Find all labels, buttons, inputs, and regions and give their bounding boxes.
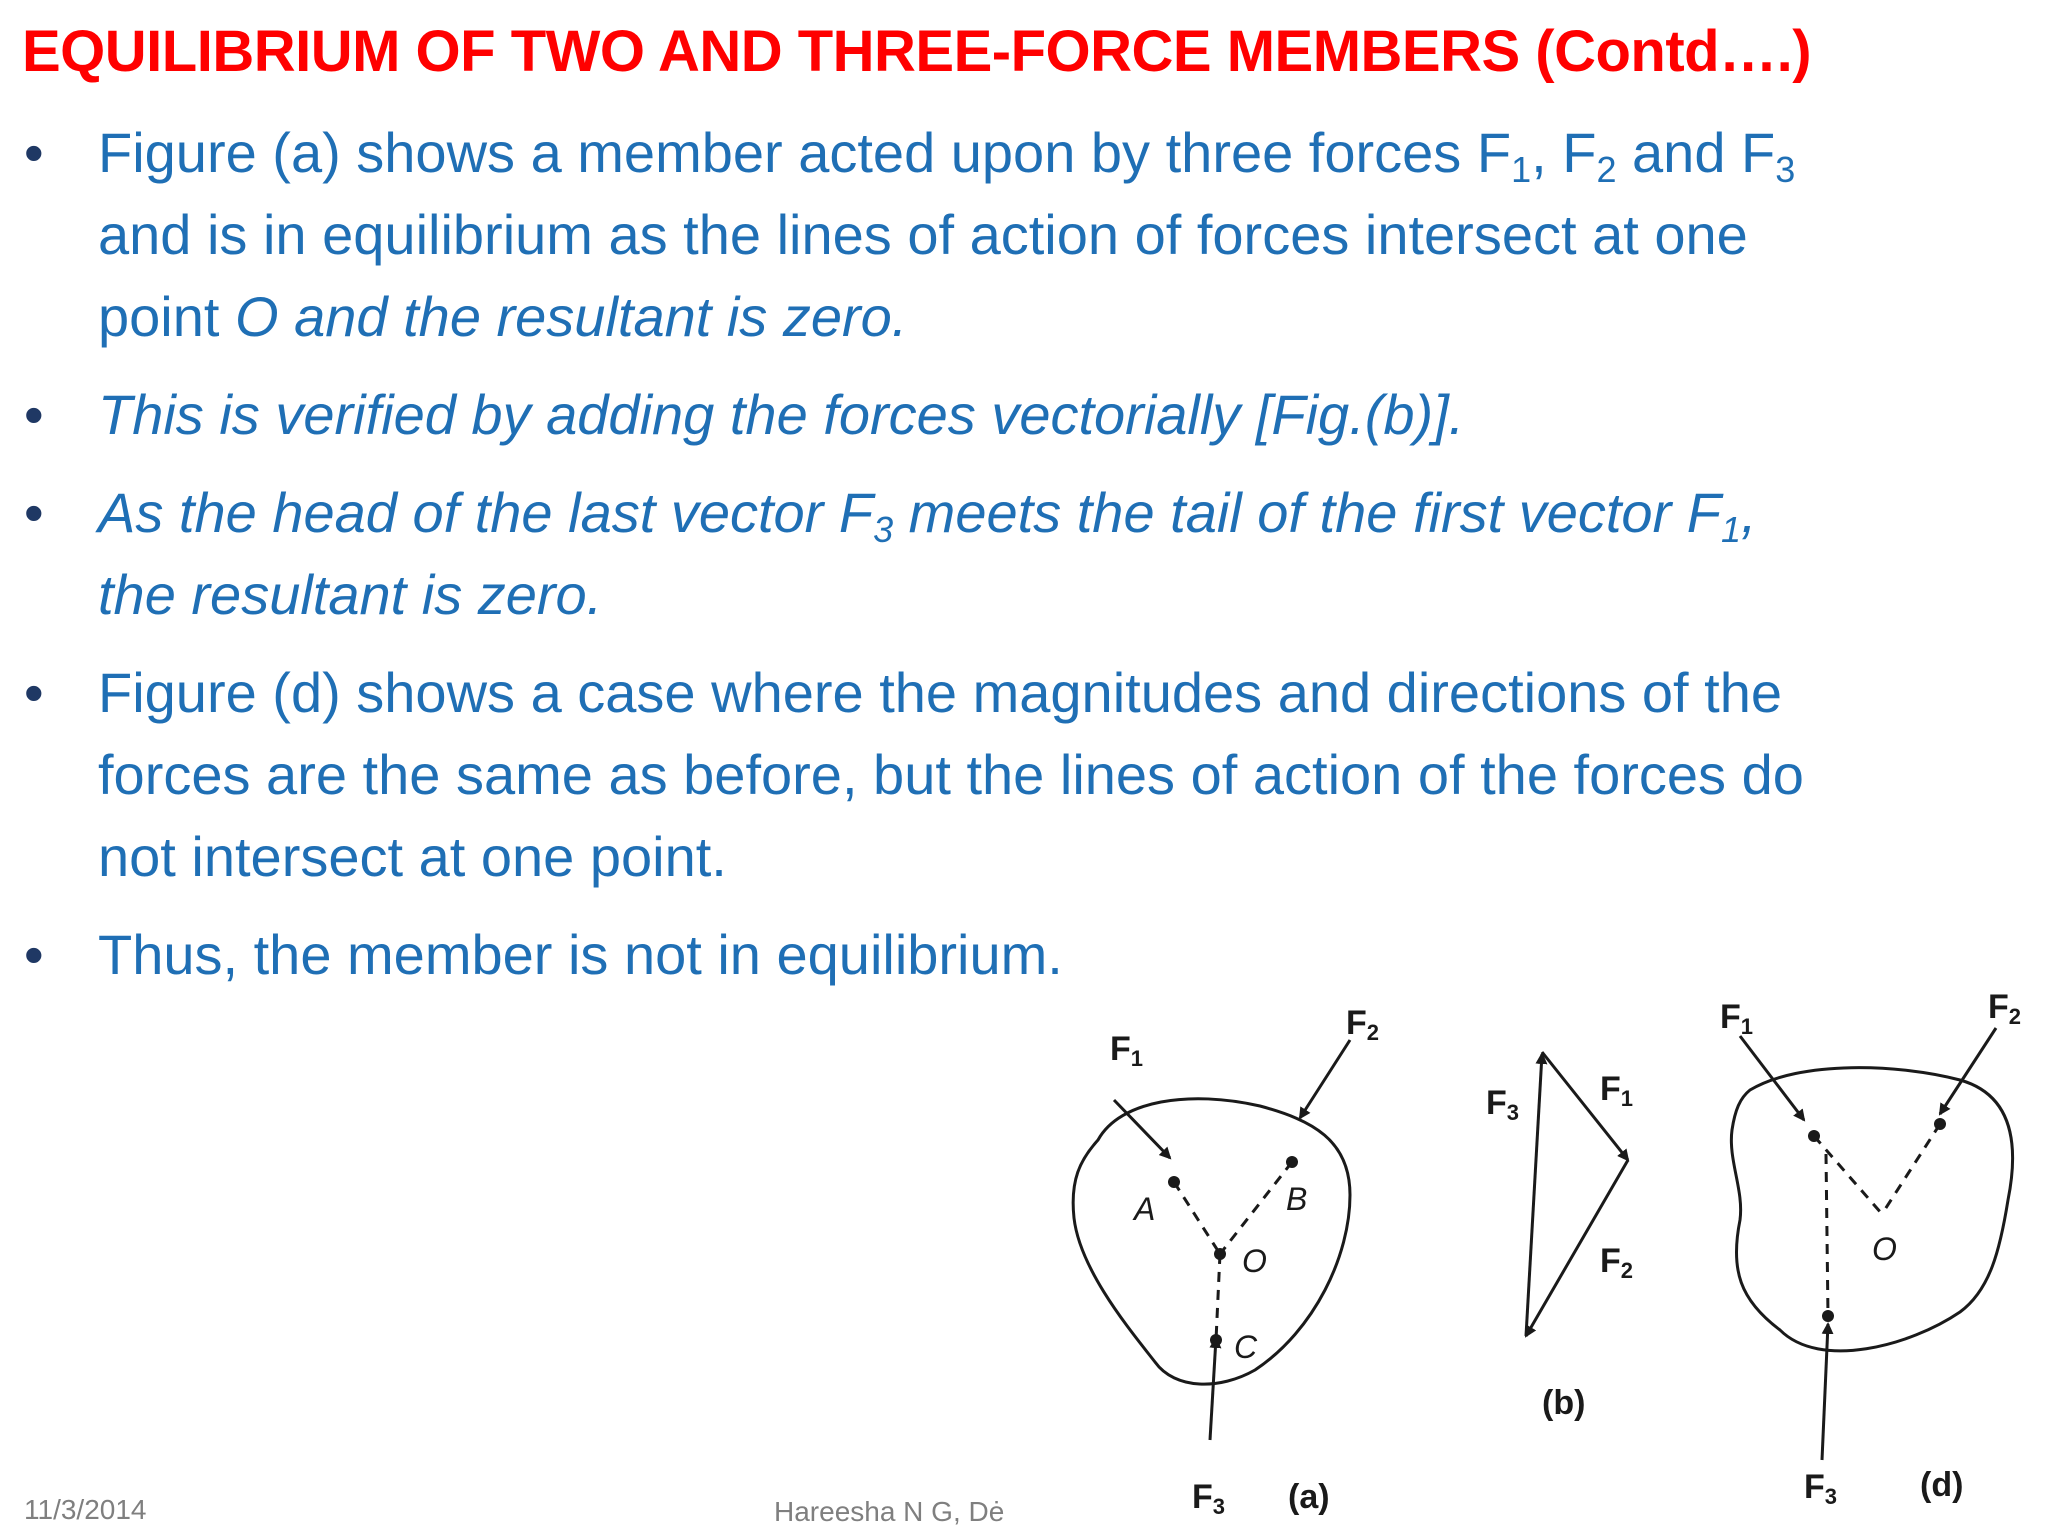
dashed-line-b	[1220, 1162, 1292, 1254]
label-f1-b: F1	[1600, 1070, 1634, 1111]
point-d1-dot	[1808, 1130, 1820, 1142]
vector-f3-b	[1526, 1054, 1542, 1336]
dashed-line-d3	[1826, 1154, 1828, 1316]
figure-d	[1720, 990, 2021, 1509]
label-a: A	[1134, 1191, 1156, 1227]
label-f2-a: F2	[1346, 1004, 1380, 1045]
arrow-f3-d	[1822, 1324, 1828, 1460]
label-c: C	[1234, 1329, 1258, 1365]
bullet-text	[98, 374, 2028, 456]
bullet-5-line-1: Thus, the member is not in equilibrium.	[98, 923, 1063, 986]
member-body-d	[1731, 1068, 2012, 1351]
bullet-marker: •	[24, 383, 44, 446]
label-o-d: O	[1872, 1231, 1897, 1267]
label-f3-d: F3	[1804, 1468, 1838, 1509]
point-a-dot	[1168, 1176, 1180, 1188]
caption-a: (a)	[1288, 1478, 1330, 1516]
point-c-dot	[1210, 1334, 1222, 1346]
bullet-marker: •	[24, 661, 44, 724]
caption-d: (d)	[1920, 1466, 1964, 1504]
arrow-f2-a	[1300, 1040, 1350, 1118]
bullet-marker: •	[24, 121, 44, 184]
bullet-1-text: , F	[1531, 121, 1597, 184]
label-f2-d: F2	[1988, 990, 2022, 1029]
caption-b: (b)	[1542, 1384, 1586, 1422]
bullet-text	[98, 472, 2028, 636]
bullet-1-line-3-italic: O and the resultant is zero.	[235, 285, 908, 348]
point-d2-dot	[1934, 1118, 1946, 1130]
bullet-text	[98, 112, 2028, 358]
slide-title: EQUILIBRIUM OF TWO AND THREE-FORCE MEMBERS (Contd….)	[22, 19, 1812, 84]
dashed-line-d2	[1882, 1124, 1940, 1214]
bullet-4-line-3: not intersect at one point.	[98, 825, 727, 888]
bullet-1-line-2: and is in equilibrium as the lines of action of forces intersect at one	[98, 203, 1748, 266]
footer-date: 11/3/2014	[24, 1494, 147, 1525]
figure-a	[1073, 1004, 1379, 1519]
bullet-1-line-3: point	[98, 285, 235, 348]
bullet-2-line-1: This is verified by adding the forces vectorially [Fig.(b)].	[98, 383, 1465, 446]
subscript: 2	[1596, 149, 1617, 190]
label-b: B	[1286, 1181, 1308, 1217]
bullet-marker: •	[24, 481, 44, 544]
force-diagrams	[1060, 990, 2048, 1536]
arrow-f3-a	[1210, 1338, 1216, 1440]
figure-b	[1486, 1052, 1633, 1422]
bullet-4-line-1: Figure (d) shows a case where the magnitudes and directions of the	[98, 661, 1783, 724]
label-f1-d: F1	[1720, 998, 1754, 1039]
arrow-f2-d	[1940, 1028, 1996, 1114]
dashed-line-c	[1216, 1254, 1220, 1340]
point-b-dot	[1286, 1156, 1298, 1168]
label-f2-b: F2	[1600, 1242, 1634, 1283]
subscript: 3	[873, 509, 894, 550]
bullet-3-text: meets the tail of the first vector F	[893, 481, 1721, 544]
bullet-1-line-1: Figure (a) shows a member acted upon by three forces F	[98, 121, 1512, 184]
bullet-text	[98, 652, 2028, 898]
label-f3-a: F3	[1192, 1478, 1226, 1519]
point-o-dot	[1214, 1248, 1226, 1260]
bullet-marker: •	[24, 923, 44, 986]
point-d3-dot	[1822, 1310, 1834, 1322]
subscript: 3	[1775, 149, 1796, 190]
bullet-4-line-2: forces are the same as before, but the lines of action of the forces do	[98, 743, 1804, 806]
bullet-3-line-2: the resultant is zero.	[98, 563, 603, 626]
bullet-text	[98, 914, 2028, 996]
dashed-line-d1	[1814, 1136, 1882, 1214]
dashed-line-a	[1174, 1182, 1220, 1254]
footer-author: Hareesha N G, Dė	[774, 1496, 1005, 1527]
bullet-3-line-1: As the head of the last vector F	[98, 481, 874, 544]
bullet-1-text: and F	[1616, 121, 1776, 184]
label-f3-b: F3	[1486, 1084, 1520, 1125]
arrow-f1-d	[1740, 1036, 1804, 1120]
label-o-a: O	[1242, 1243, 1267, 1279]
bullet-3-text: ,	[1741, 481, 1757, 544]
subscript: 1	[1511, 149, 1532, 190]
arrow-f1-a	[1114, 1100, 1170, 1158]
subscript: 1	[1720, 509, 1742, 550]
label-f1-a: F1	[1110, 1030, 1144, 1071]
